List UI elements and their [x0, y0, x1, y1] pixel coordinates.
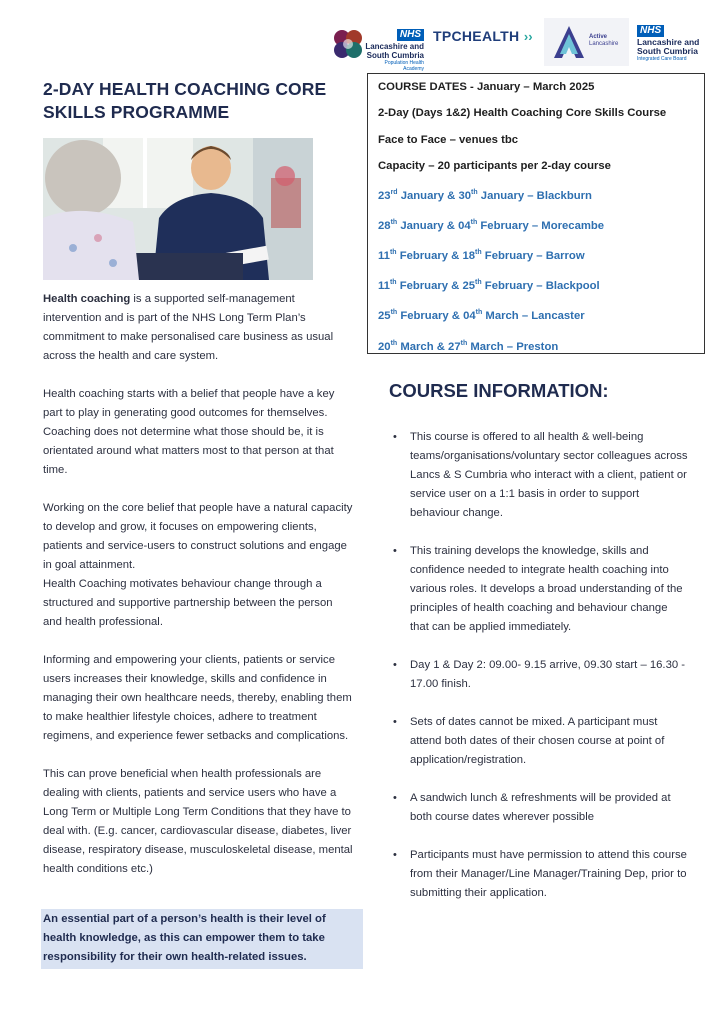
paragraph-text: is a supported self-management intervention and is part of the NHS Long Term Plan’s commitment to make personalised care business as usual across the health and care system.	[43, 293, 334, 362]
nhs-badge: NHS	[637, 25, 664, 37]
tpc-health-text: TPCHEALTH	[433, 28, 520, 44]
ordinal-suffix: th	[390, 339, 398, 347]
list-item	[388, 713, 688, 770]
session-date-row	[378, 305, 694, 324]
session-text: February – Blackpool	[481, 280, 600, 293]
list-item-text: Sets of dates cannot be mixed. A participant must attend both dates of their chosen course at point of application/registration.	[410, 716, 665, 766]
coaching-photo	[43, 138, 313, 280]
session-date-row	[378, 245, 694, 264]
header-logos	[330, 18, 710, 72]
course-capacity: Capacity – 20 participants per 2-day course	[378, 159, 611, 172]
logo-text: Lancashire	[589, 41, 619, 47]
bold-term: Health coaching	[43, 293, 131, 305]
paragraph: Informing and empowering your clients, patients or service users increases their knowledge, skills and confidence in managing their own healthcare needs, thereby, enabling them to make healthier lifestyle choices, adhere to treatment regimens, and experience fewer setbacks and complications.	[43, 654, 352, 742]
ordinal-suffix: th	[460, 339, 468, 347]
paragraph: Health Coaching motivates behaviour change through a structured and supportive partnership between the person and health professional.	[43, 578, 333, 628]
list-item-text: This training develops the knowledge, skills and confidence needed to integrate health coaching into various roles. It develops a broad understanding of the principles of health coaching and behaviour change that can be applied immediately.	[410, 545, 683, 633]
nhs-badge: NHS	[397, 29, 424, 41]
list-item	[388, 656, 688, 694]
ordinal-suffix: th	[389, 279, 397, 287]
session-date-row	[378, 215, 694, 234]
logo-text: South Cumbria	[366, 51, 424, 60]
session-date-row	[378, 185, 694, 204]
list-item-text: A sandwich lunch & refreshments will be provided at both course dates wherever possible	[410, 792, 671, 823]
active-lancashire-logo	[544, 18, 629, 66]
course-name: 2-Day (Days 1&2) Health Coaching Core Skills Course	[378, 107, 667, 120]
session-text: 20	[378, 340, 391, 353]
title-line: 2-DAY HEALTH COACHING CORE	[43, 79, 327, 99]
list-item-text: Participants must have permission to attend this course from their Manager/Line Manager/Training Dep, prior to submitting their application.	[410, 849, 687, 899]
session-text: January & 04	[397, 220, 471, 233]
bullet-icon: •	[393, 716, 397, 728]
session-text: February – Morecambe	[477, 220, 605, 233]
session-text: March – Preston	[467, 340, 559, 353]
ordinal-suffix: th	[471, 189, 478, 197]
ordinal-suffix: rd	[390, 189, 398, 197]
session-text: March & 27	[397, 340, 461, 353]
course-information-list	[388, 428, 688, 922]
session-text: 23	[378, 189, 391, 202]
course-dates-box	[367, 73, 705, 354]
coaching-session-illustration	[43, 138, 313, 280]
logo-text: Lancashire and	[365, 42, 424, 51]
paragraph: This can prove beneficial when health professionals are dealing with clients, patients and service users who have a Long Term or Multiple Long Term Conditions that they have to deal with. (E.g. cancer, cardiovascular disease, diabetes, liver disease, respiratory disease, musculoskeletal disease, mental health conditions etc.)	[43, 768, 353, 875]
ordinal-suffix: th	[475, 249, 482, 257]
course-information-heading: COURSE INFORMATION:	[389, 380, 609, 401]
session-text: 11	[378, 250, 390, 263]
paragraph: Working on the core belief that people have a natural capacity to develop and grow, it focuses on empowering clients, patients and service-users to construct solutions and engage in goal attainment.	[43, 502, 353, 571]
flower-emblem-icon	[330, 26, 366, 62]
bullet-icon: •	[393, 431, 397, 443]
ordinal-suffix: th	[470, 219, 478, 227]
course-format: Face to Face – venues tbc	[378, 133, 519, 146]
ordinal-suffix: th	[475, 309, 483, 317]
list-item	[388, 428, 688, 523]
title-line: SKILLS PROGRAMME	[43, 102, 230, 122]
logo-text: South Cumbria	[637, 46, 698, 56]
active-lancashire-icon	[552, 24, 586, 60]
dates-heading: COURSE DATES - January – March 2025	[378, 81, 595, 93]
list-item-text: This course is offered to all health & well-being teams/organisations/voluntary sector colleagues across Lancs & S Cumbria who interact with a client, patient or service user on a 1:1 basis in order to support behaviour change.	[410, 431, 688, 519]
chevrons-icon: ››	[523, 29, 533, 44]
session-text: March – Lancaster	[482, 310, 585, 323]
logo-text: Lancashire and	[637, 37, 700, 47]
list-item-text: Day 1 & Day 2: 09.00- 9.15 arrive, 09.30 start – 16.30 - 17.00 finish.	[410, 659, 686, 690]
ordinal-suffix: th	[390, 309, 398, 317]
list-item	[388, 846, 688, 903]
session-text: February – Barrow	[481, 250, 585, 263]
bullet-icon: •	[393, 792, 397, 804]
highlight-callout: An essential part of a person’s health is their level of health knowledge, as this can empower them to take responsibility for their own health-related issues.	[41, 909, 363, 969]
logo-text: Academy	[403, 66, 424, 72]
paragraph	[43, 290, 353, 366]
session-text: January & 30	[397, 189, 472, 202]
session-text: February & 04	[397, 310, 476, 323]
bullet-icon: •	[393, 659, 397, 671]
logo-text: Population Health	[384, 60, 424, 66]
session-text: 25	[378, 310, 391, 323]
ordinal-suffix: th	[390, 219, 398, 227]
session-date-row	[378, 275, 694, 294]
ordinal-suffix: th	[475, 279, 482, 287]
logo-text: Integrated Care Board	[637, 56, 687, 62]
tpc-health-logo	[433, 28, 533, 48]
session-text: February & 18	[396, 250, 476, 263]
population-health-academy-logo	[330, 24, 424, 72]
left-column-text	[43, 290, 353, 898]
session-text: February & 25	[396, 280, 476, 293]
icb-logo	[637, 20, 707, 62]
session-text: January – Blackburn	[477, 189, 592, 202]
session-text: 11	[378, 280, 390, 293]
paragraph: Health coaching starts with a belief that people have a key part to play in generating good outcomes for themselves. Coaching does not determine what those should be, it is orientated around what matters most to that person at that time.	[43, 388, 335, 476]
ordinal-suffix: th	[389, 249, 397, 257]
bullet-icon: •	[393, 545, 397, 557]
page-title	[43, 78, 343, 124]
session-date-row	[378, 336, 694, 355]
bullet-icon: •	[393, 849, 397, 861]
list-item	[388, 542, 688, 637]
list-item	[388, 789, 688, 827]
session-text: 28	[378, 220, 391, 233]
logo-text: Active	[589, 34, 608, 40]
